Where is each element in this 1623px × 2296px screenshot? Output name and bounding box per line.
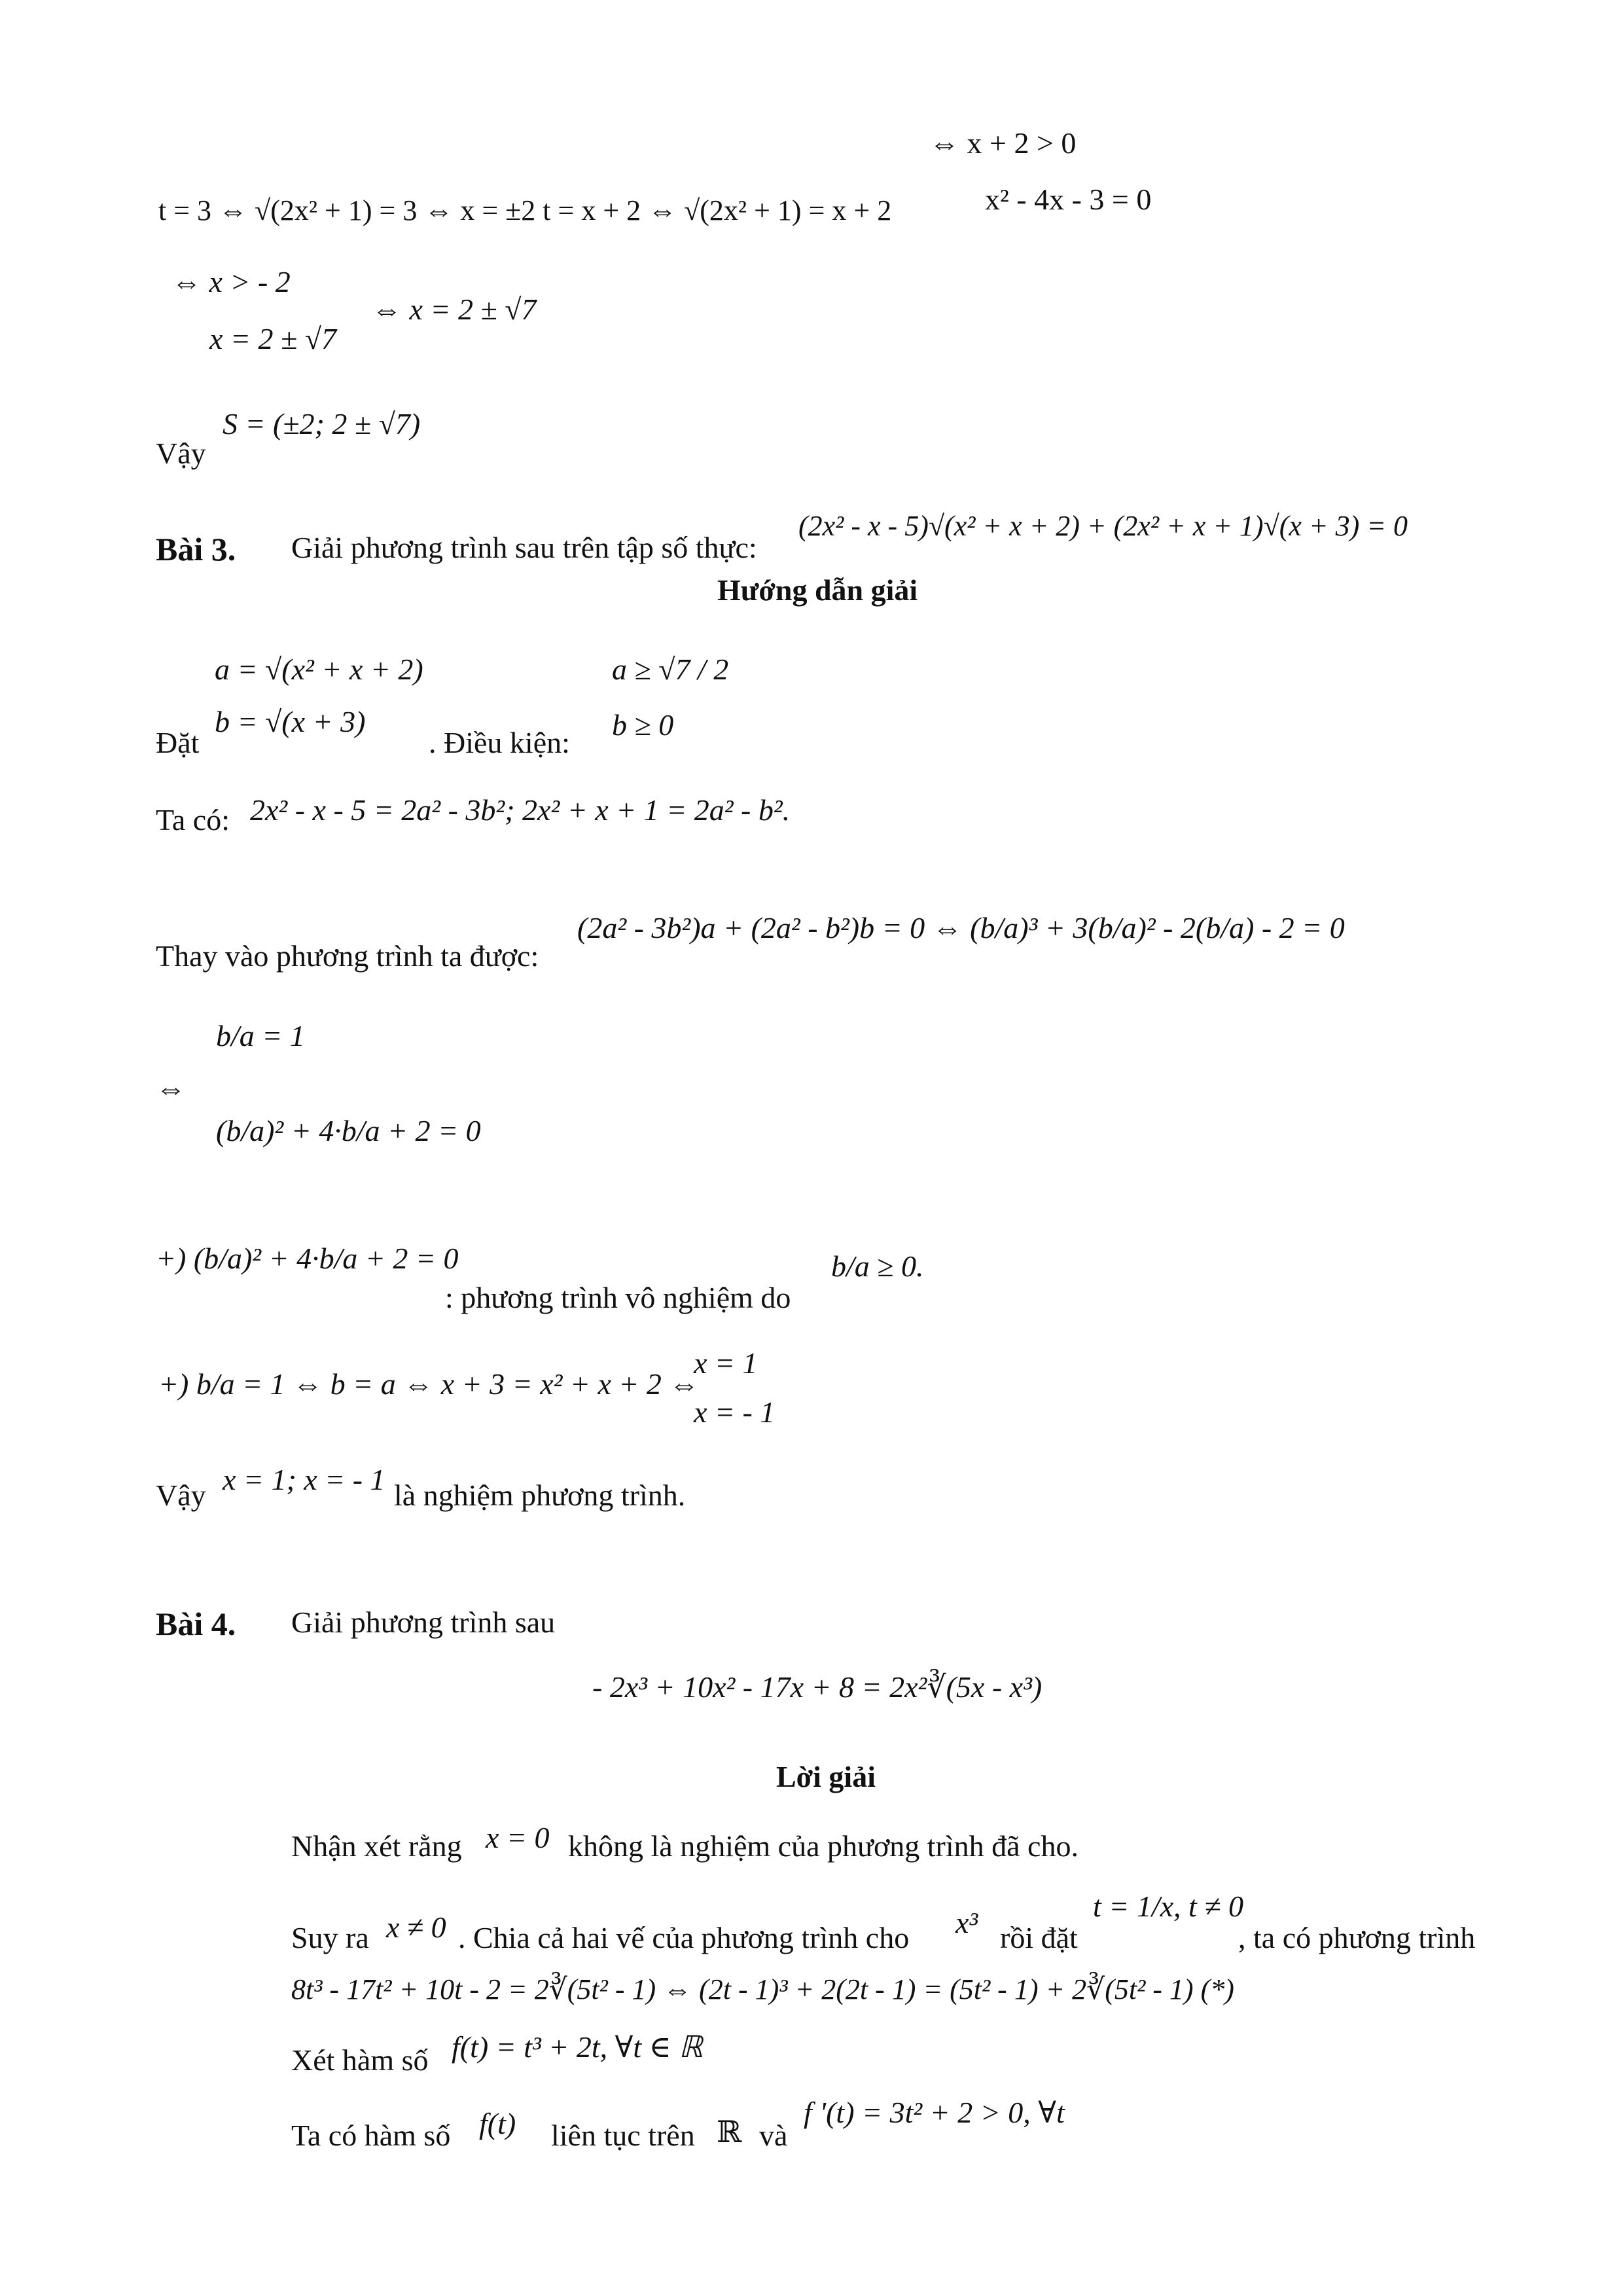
solution-set: S = (±2; 2 ± √7) (223, 407, 421, 440)
transformed-equation: 8t³ - 17t² + 10t - 2 = 2∛(5t² - 1) ⇔ (2t - 1)³ + 2(2t - 1) = (5t² - 1) + 2∛(5t² - 1) (*) (291, 1973, 1234, 2005)
reals-symbol: ℝ (717, 2115, 742, 2149)
divide-eq-x3: x³ (955, 1906, 978, 1939)
remark-text-1: Nhận xét rằng (291, 1829, 462, 1863)
definition-a: a = √(x² + x + 2) (215, 653, 423, 686)
condition-label: . Điều kiện: (429, 726, 570, 759)
case-2-root-2: x = - 1 (694, 1395, 776, 1429)
substitute-label: Thay vào phương trình ta được: (156, 939, 539, 973)
solution-heading: Lời giải (776, 1760, 876, 1793)
case-system-quadratic: (b/a)² + 4·b/a + 2 = 0 (216, 1114, 481, 1147)
continuity-text-2: liên tục trên (551, 2119, 695, 2152)
definition-b: b = √(x + 3) (215, 705, 366, 738)
exercise-4-equation: - 2x³ + 10x² - 17x + 8 = 2x²∛(5x - x³) (592, 1670, 1043, 1704)
case-1-condition: b/a ≥ 0. (831, 1249, 924, 1283)
divide-text: . Chia cả hai vế của phương trình cho (458, 1921, 910, 1954)
exercise-3-equation: (2x² - x - 5)√(x² + x + 2) + (2x² + x + 1)√(x + 3) = 0 (798, 510, 1408, 542)
conclusion-roots: x = 1; x = - 1 (223, 1463, 385, 1496)
exercise-3-prompt: Giải phương trình sau trên tập số thực: (291, 531, 757, 564)
system-quadratic: x² - 4x - 3 = 0 (985, 183, 1152, 216)
consider-function-label: Xét hàm số (291, 2043, 429, 2077)
remark-eq-x0: x = 0 (486, 1821, 550, 1854)
continuity-text-1: Ta có hàm số (291, 2119, 451, 2152)
result-x-eq-2pm-sqrt7: ⇔ x = 2 ± √7 (372, 293, 537, 326)
substitution-t: t = 1/x, t ≠ 0 (1093, 1890, 1244, 1923)
deduce-label: Suy ra (291, 1921, 369, 1954)
equivalent-sign: ⇔ (156, 1071, 186, 1105)
case-1-text: : phương trình vô nghiệm do (445, 1281, 791, 1314)
exercise-3-heading: Bài 3. (156, 531, 236, 567)
case-1-equation: +) (b/a)² + 4·b/a + 2 = 0 (156, 1242, 459, 1275)
remark-text-2: không là nghiệm của phương trình đã cho. (568, 1829, 1079, 1863)
substitute-equation: (2a² - 3b²)a + (2a² - b²)b = 0 ⇔ (b/a)³ + 3(b/a)² - 2(b/a) - 2 = 0 (577, 911, 1345, 944)
conclusion-text: là nghiệm phương trình. (394, 1479, 686, 1512)
system-x-plus-2: ⇔ x + 2 > 0 (929, 126, 1077, 160)
conclusion-label-3: Vậy (156, 1479, 206, 1512)
function-ft: f(t) (479, 2107, 516, 2140)
derivative-equation: f '(t) = 3t² + 2 > 0, ∀t (804, 2096, 1065, 2129)
system-x-gt-minus2: ⇔ x > - 2 (171, 265, 291, 298)
solution-guide-heading: Hướng dẫn giải (717, 573, 918, 607)
conclusion-label: Vậy (156, 437, 206, 470)
function-definition: f(t) = t³ + 2t, ∀t ∈ ℝ (452, 2030, 703, 2064)
we-get-text: , ta có phương trình (1238, 1921, 1476, 1954)
case-2-root-1: x = 1 (694, 1346, 758, 1380)
system-x-eq-2pm-sqrt7: x = 2 ± √7 (209, 322, 336, 355)
exercise-4-heading: Bài 4. (156, 1605, 236, 1642)
we-have-label: Ta có: (156, 803, 230, 836)
equation-t3-case: t = 3 ⇔ √(2x² + 1) = 3 ⇔ x = ±2 t = x + 2 ⇔ √(2x² + 1) = x + 2 (158, 194, 892, 226)
substitution-label: Đặt (156, 726, 200, 759)
condition-b: b ≥ 0 (612, 708, 674, 742)
and-text: và (759, 2119, 788, 2152)
case-system-ratio-1: b/a = 1 (216, 1019, 305, 1052)
case-2-equation: +) b/a = 1 ⇔ b = a ⇔ x + 3 = x² + x + 2 ⇔ (158, 1367, 700, 1401)
exercise-4-prompt: Giải phương trình sau (291, 1605, 556, 1639)
we-have-equation: 2x² - x - 5 = 2a² - 3b²; 2x² + x + 1 = 2a² - b². (250, 793, 791, 827)
then-set-text: rồi đặt (1000, 1921, 1078, 1954)
deduce-eq-x-ne-0: x ≠ 0 (386, 1910, 446, 1944)
condition-a: a ≥ √7 / 2 (612, 653, 729, 686)
